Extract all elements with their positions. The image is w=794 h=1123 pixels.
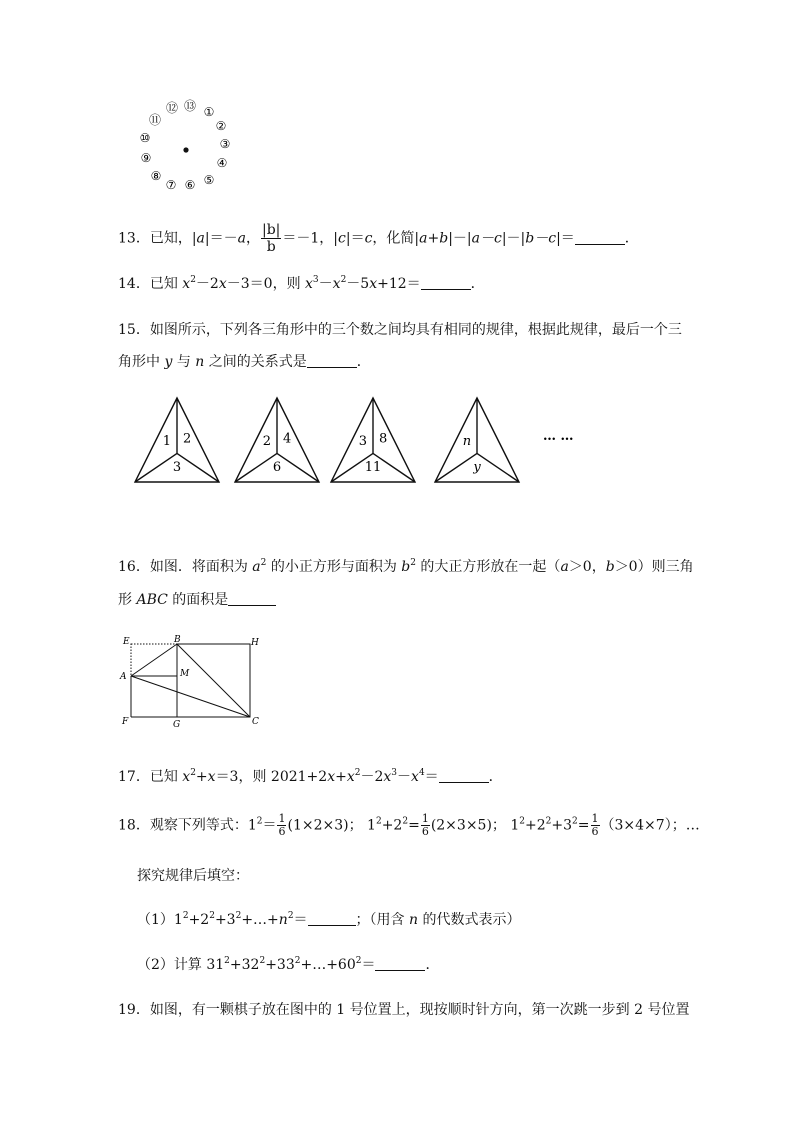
exponent: 2 xyxy=(287,911,294,921)
triangle-number-left: 3 xyxy=(358,434,368,450)
exponent: 2 xyxy=(572,816,578,827)
question-number: 18 xyxy=(118,817,136,834)
text: －3＝0，则 xyxy=(226,276,306,292)
text: ．如图所示，下列各三角形中的三个数之间均具有相同的规律，根据此规律，最后一个三 xyxy=(135,322,682,338)
exponent: 3 xyxy=(312,275,319,285)
denominator: 6 xyxy=(278,825,286,838)
position-number-12: ⑫ xyxy=(165,101,179,115)
position-number-8: ⑧ xyxy=(150,169,162,183)
text: ． xyxy=(356,354,371,370)
text: ＝ xyxy=(293,912,308,928)
answer-blank[interactable] xyxy=(307,353,357,368)
text: －5 xyxy=(346,276,370,292)
numerator: 1 xyxy=(421,812,429,825)
text: 1 xyxy=(367,817,376,834)
question-16-line-1 xyxy=(118,557,694,577)
text: ，化简| xyxy=(372,230,420,247)
text: ．如图，有一颗棋子放在图中的 1 号位置上，现按顺时针方向，第一次跳一步到 2 号位置 xyxy=(135,1002,690,1018)
text: 探究规律后填空： xyxy=(137,868,249,884)
expr: b－c xyxy=(525,230,557,247)
var: n xyxy=(409,912,419,928)
text: （2）计算 31 xyxy=(137,957,225,973)
var: x xyxy=(346,769,355,785)
label-A: A xyxy=(120,672,127,682)
text: 的代数式表示） xyxy=(418,912,521,928)
answer-blank[interactable] xyxy=(575,230,625,245)
question-14 xyxy=(118,274,485,294)
var: x xyxy=(411,769,419,785)
ellipsis-dots: … … xyxy=(543,429,574,444)
segment-AB xyxy=(131,644,177,676)
expr: a+b xyxy=(419,230,449,247)
var: ABC xyxy=(136,592,168,608)
var: x xyxy=(182,769,191,785)
question-17 xyxy=(118,767,503,787)
text: |＝ xyxy=(556,230,575,247)
denominator: 6 xyxy=(421,825,429,838)
var: c xyxy=(338,230,346,247)
triangle-pattern-figure xyxy=(135,394,574,486)
text: ＝ xyxy=(424,769,439,785)
small-square-dotted xyxy=(131,644,177,717)
var: x xyxy=(305,276,313,292)
exponent: 2 xyxy=(235,911,242,921)
triangle-inner-line xyxy=(277,453,319,482)
label-G: G xyxy=(173,720,181,730)
question-number: 14 xyxy=(118,276,136,292)
text: +33 xyxy=(265,957,295,973)
var: x xyxy=(383,769,392,785)
text: (1×2×3)； xyxy=(287,817,363,834)
var: x xyxy=(182,276,191,292)
text: +2 xyxy=(381,817,403,834)
question-13 xyxy=(118,222,639,255)
text: ． xyxy=(488,769,503,785)
text: ．已知 xyxy=(135,276,183,292)
text: （3×4×7）；… xyxy=(600,817,700,834)
question-number: 13 xyxy=(118,230,136,247)
exponent: 2 xyxy=(519,816,526,827)
position-number-11: ⑪ xyxy=(148,113,162,127)
text: +…+ xyxy=(241,912,279,928)
text: + xyxy=(195,769,208,785)
triangle-inner-line xyxy=(235,453,277,482)
triangle-number-right: 2 xyxy=(182,431,192,447)
text: +2 xyxy=(525,817,546,834)
fraction xyxy=(421,813,430,838)
text: ， xyxy=(245,230,260,247)
exponent: 2 xyxy=(410,558,416,568)
var: n xyxy=(278,912,288,928)
position-number-7: ⑦ xyxy=(165,178,177,192)
position-number-13: ⑬ xyxy=(183,99,197,113)
text: +3 xyxy=(214,912,236,928)
text: ＝ xyxy=(262,817,277,834)
text: |＝－ xyxy=(204,230,238,247)
text: 的小正方形与面积为 xyxy=(266,559,402,575)
triangle-number-bottom: y xyxy=(473,460,481,476)
pattern-triangle-1 xyxy=(135,398,219,482)
answer-blank[interactable] xyxy=(421,275,471,290)
text: ；（用含 xyxy=(355,912,409,928)
label-M: M xyxy=(180,669,190,679)
text: +2 xyxy=(188,912,210,928)
var: y xyxy=(164,354,173,370)
triangle-number-right: 4 xyxy=(282,431,292,447)
text: 的大正方形放在一起（ xyxy=(415,559,561,575)
text: 1 xyxy=(247,817,257,834)
answer-blank[interactable] xyxy=(308,911,356,926)
fraction xyxy=(261,222,281,255)
exponent: 4 xyxy=(418,768,425,778)
question-18-explore xyxy=(137,866,249,886)
triangle-number-bottom: 11 xyxy=(364,460,382,476)
question-19 xyxy=(118,1000,689,1020)
triangle-number-bottom: 6 xyxy=(272,460,282,476)
triangle-number-left: 1 xyxy=(162,434,172,450)
position-number-9: ⑨ xyxy=(140,151,152,165)
position-number-10: ⑩ xyxy=(139,131,151,145)
answer-blank[interactable] xyxy=(439,768,489,783)
text: ＞0）则三角 xyxy=(614,559,694,575)
text: |＝ xyxy=(345,230,365,247)
question-18-part-1 xyxy=(137,910,520,930)
text: ．已知，| xyxy=(135,230,197,247)
position-number-4: ④ xyxy=(216,156,228,170)
var: n xyxy=(195,354,205,370)
position-number-6: ⑥ xyxy=(184,178,196,192)
text: ＝3，则 2021+2 xyxy=(215,769,328,785)
text: |－| xyxy=(448,230,472,247)
exponent: 3 xyxy=(391,768,398,778)
var: a xyxy=(196,230,205,247)
position-number-3: ③ xyxy=(219,137,231,151)
label-E: E xyxy=(123,637,130,647)
text: ．观察下列等式： xyxy=(135,817,248,834)
text: +32 xyxy=(229,957,260,973)
center-dot xyxy=(183,147,188,152)
text: 角形中 xyxy=(118,354,165,370)
answer-blank[interactable] xyxy=(228,591,276,606)
triangle-number-bottom: 3 xyxy=(172,460,182,476)
question-number: 19 xyxy=(118,1002,136,1018)
answer-blank[interactable] xyxy=(375,956,425,971)
var: x xyxy=(327,769,336,785)
numerator: 1 xyxy=(278,812,286,825)
segment-AC xyxy=(131,676,250,717)
exponent: 2 xyxy=(256,816,263,827)
exponent: 2 xyxy=(402,816,409,827)
segment-BC xyxy=(177,644,250,717)
text: 的面积是 xyxy=(167,592,229,608)
var: x xyxy=(369,276,378,292)
denominator: 6 xyxy=(591,825,599,838)
var: b xyxy=(401,559,411,575)
triangle-inner-line xyxy=(177,453,219,482)
text: + xyxy=(335,769,347,785)
var: x xyxy=(332,276,341,292)
exponent: 2 xyxy=(375,816,382,827)
text: ＝－1，| xyxy=(282,230,339,247)
text: －2 xyxy=(195,276,219,292)
question-number: 17 xyxy=(118,769,136,785)
question-number: 15 xyxy=(118,322,136,338)
text: ． xyxy=(425,957,440,973)
var: a xyxy=(237,230,246,247)
var: b xyxy=(605,559,615,575)
expr: a－c xyxy=(471,230,502,247)
text: －2 xyxy=(360,769,384,785)
triangle-number-left: 2 xyxy=(262,434,272,450)
exponent: 2 xyxy=(259,956,266,966)
label-H: H xyxy=(251,638,259,648)
exponent: 2 xyxy=(354,768,361,778)
var: x xyxy=(207,769,216,785)
question-18 xyxy=(118,813,700,838)
position-circle-figure xyxy=(130,96,240,196)
question-number: 16 xyxy=(118,559,136,575)
var: c xyxy=(364,230,373,247)
squares-geometry-figure xyxy=(118,633,268,728)
fraction xyxy=(277,813,286,838)
numerator: |b| xyxy=(261,222,281,238)
exponent: 2 xyxy=(340,275,347,285)
text: ． xyxy=(624,230,639,247)
position-number-1: ① xyxy=(203,105,215,119)
exponent: 2 xyxy=(190,275,196,285)
text: － xyxy=(397,769,412,785)
text: 与 xyxy=(172,354,196,370)
triangle-inner-line xyxy=(435,453,477,482)
fraction xyxy=(591,813,600,838)
triangle-number-right: 8 xyxy=(378,431,388,447)
text: = xyxy=(408,817,420,834)
position-number-2: ② xyxy=(215,119,227,133)
text: ＝ xyxy=(361,957,376,973)
text: ．已知 xyxy=(135,769,183,785)
var: a xyxy=(252,559,261,575)
exponent: 2 xyxy=(545,816,552,827)
var: a xyxy=(560,559,569,575)
triangle-inner-line xyxy=(135,453,177,482)
exponent: 2 xyxy=(190,768,196,778)
exponent: 2 xyxy=(209,911,215,921)
triangle-inner-line xyxy=(477,453,519,482)
triangle-number-left: n xyxy=(462,434,472,450)
text: |－| xyxy=(501,230,526,247)
pattern-triangle-4 xyxy=(435,398,519,482)
denominator: b xyxy=(266,239,276,255)
text: ． xyxy=(470,276,485,292)
pattern-triangle-3 xyxy=(331,398,415,482)
exponent: 2 xyxy=(355,956,362,966)
text: 之间的关系式是 xyxy=(204,354,307,370)
text: 形 xyxy=(118,592,137,608)
text: 1 xyxy=(510,817,520,834)
pattern-triangle-2 xyxy=(235,398,319,482)
exponent: 2 xyxy=(260,558,267,568)
text: （1）1 xyxy=(137,912,183,928)
question-15-line-1 xyxy=(118,320,682,340)
text: － xyxy=(318,276,333,292)
text: +3 xyxy=(551,817,573,834)
text: +12＝ xyxy=(377,276,421,292)
exponent: 2 xyxy=(224,956,230,966)
text: = xyxy=(577,817,590,834)
text: +…+60 xyxy=(300,957,356,973)
label-C: C xyxy=(252,717,259,727)
exponent: 2 xyxy=(294,956,301,966)
text: ＞0， xyxy=(568,559,606,575)
text: (2×3×5)； xyxy=(430,817,506,834)
exponent: 2 xyxy=(182,911,189,921)
question-16-line-2 xyxy=(118,590,276,610)
position-number-5: ⑤ xyxy=(203,173,215,187)
label-B: B xyxy=(174,635,181,645)
numerator: 1 xyxy=(591,812,599,825)
question-18-part-2 xyxy=(137,955,439,975)
text: ．如图．将面积为 xyxy=(135,559,253,575)
question-15-line-2 xyxy=(118,352,371,372)
label-F: F xyxy=(122,717,129,727)
var: x xyxy=(218,276,227,292)
